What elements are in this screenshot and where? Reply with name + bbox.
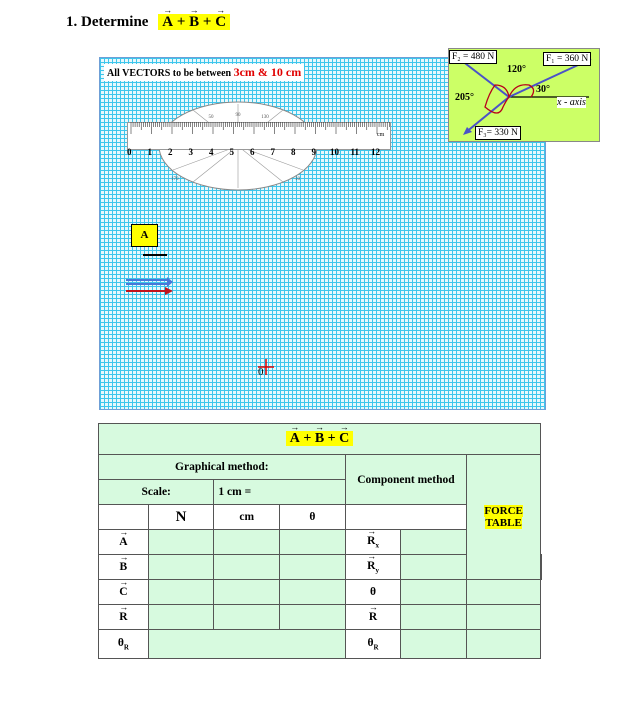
component-blank xyxy=(345,505,467,530)
ruler-number: 12 xyxy=(371,147,380,157)
header-vec-b: → B xyxy=(315,431,324,447)
force-table-label: FORCE TABLE xyxy=(484,505,523,529)
theta-r-label-2: $\theta_R$ xyxy=(345,630,401,659)
col-theta: θ xyxy=(280,505,346,530)
origin-label: 0 xyxy=(258,366,264,378)
component-method-title: Component method xyxy=(345,455,467,505)
cell-ry[interactable] xyxy=(401,555,467,580)
empty-corner xyxy=(99,505,149,530)
force-table-cell-b[interactable] xyxy=(541,555,542,580)
cell-rx[interactable] xyxy=(401,530,467,555)
protractor-label-bl: 170 xyxy=(171,177,179,182)
cell-theta[interactable] xyxy=(401,580,467,605)
row-b-label: → B xyxy=(99,555,149,580)
force-f2-label: F₂ = 480 N xyxy=(449,50,497,64)
theta-r-label: $\theta_R$ xyxy=(99,630,149,659)
cell-theta-r-component[interactable] xyxy=(401,630,467,659)
results-table xyxy=(98,423,542,659)
header-vec-a: → A xyxy=(290,431,300,447)
vector-a-underline xyxy=(143,254,167,256)
question-number: 1. xyxy=(66,14,78,30)
vector-length-note: All VECTORS to be between 3cm & 10 cm xyxy=(104,64,304,81)
force-diagram-inset xyxy=(448,48,600,142)
row-r-label: → R xyxy=(99,605,149,630)
vec-a-label: → A xyxy=(162,14,173,31)
cell-r[interactable] xyxy=(401,605,467,630)
cell-a-theta[interactable] xyxy=(280,530,346,555)
ruler-number: 6 xyxy=(250,147,255,157)
sample-arrows[interactable] xyxy=(123,276,175,298)
cell-c-theta[interactable] xyxy=(280,580,346,605)
force-table-cell-c[interactable] xyxy=(467,580,541,605)
ruler-number: 10 xyxy=(330,147,339,157)
force-f1-label: F₁ = 360 N xyxy=(543,52,591,66)
question-title xyxy=(66,14,230,31)
col-n: N xyxy=(148,505,214,530)
protractor-label-right: 130 xyxy=(261,115,269,120)
vector-a-box[interactable]: A xyxy=(131,224,158,247)
question-verb: Determine xyxy=(81,14,149,30)
graphical-method-title: Graphical method: xyxy=(99,455,346,480)
angle-30: 30° xyxy=(536,84,550,95)
ruler-numbers xyxy=(124,147,394,161)
cell-theta-r-graphical[interactable] xyxy=(148,630,345,659)
ruler-number: 3 xyxy=(188,147,193,157)
theta-label: θ xyxy=(345,580,401,605)
ruler-number: 1 xyxy=(147,147,152,157)
cell-c-n[interactable] xyxy=(148,580,214,605)
table-header: → A + → B + → C xyxy=(99,424,541,455)
cell-b-n[interactable] xyxy=(148,555,214,580)
ruler-number: 4 xyxy=(209,147,214,157)
protractor-label-br: 10 xyxy=(295,177,300,182)
cell-a-n[interactable] xyxy=(148,530,214,555)
col-cm: cm xyxy=(214,505,280,530)
row-a-label: → A xyxy=(99,530,149,555)
force-table-cell xyxy=(467,455,541,580)
force-table-cell-r[interactable] xyxy=(467,605,541,630)
question-expression: → A + → B + → C xyxy=(158,14,230,30)
ruler-ticks xyxy=(127,122,391,150)
ruler-number: 11 xyxy=(350,147,360,157)
cell-r-cm[interactable] xyxy=(214,605,280,630)
protractor-label-top: 90 xyxy=(235,113,241,118)
force-f3-label: F₃= 330 N xyxy=(475,126,521,140)
force-table-cell-theta[interactable] xyxy=(467,630,541,659)
cell-a-cm[interactable] xyxy=(214,530,280,555)
ruler-number: 8 xyxy=(291,147,296,157)
scale-label: Scale: xyxy=(99,480,214,505)
ruler-number: 5 xyxy=(229,147,234,157)
scale-value[interactable]: 1 cm = xyxy=(214,480,345,505)
vec-b-label: → B xyxy=(189,14,199,31)
angle-120: 120° xyxy=(507,64,526,75)
cell-r-n[interactable] xyxy=(148,605,214,630)
vec-c-label: → C xyxy=(215,14,226,31)
ry-label: → $R_y$ xyxy=(345,555,401,580)
ruler-number: 2 xyxy=(168,147,173,157)
ruler-number: 0 xyxy=(127,147,132,157)
header-vec-c: → C xyxy=(339,431,349,447)
x-axis-label: x - axis xyxy=(557,97,586,108)
rx-label: → $R_x$ xyxy=(345,530,401,555)
cell-r-theta[interactable] xyxy=(280,605,346,630)
row-c-label: → C xyxy=(99,580,149,605)
cell-b-cm[interactable] xyxy=(214,555,280,580)
ruler-unit: cm xyxy=(377,132,385,138)
cell-b-theta[interactable] xyxy=(280,555,346,580)
r-label: → R xyxy=(345,605,401,630)
ruler-number: 9 xyxy=(311,147,316,157)
angle-205: 205° xyxy=(455,92,474,103)
cell-c-cm[interactable] xyxy=(214,580,280,605)
ruler-number: 7 xyxy=(270,147,275,157)
protractor-label-left: 50 xyxy=(208,115,214,120)
